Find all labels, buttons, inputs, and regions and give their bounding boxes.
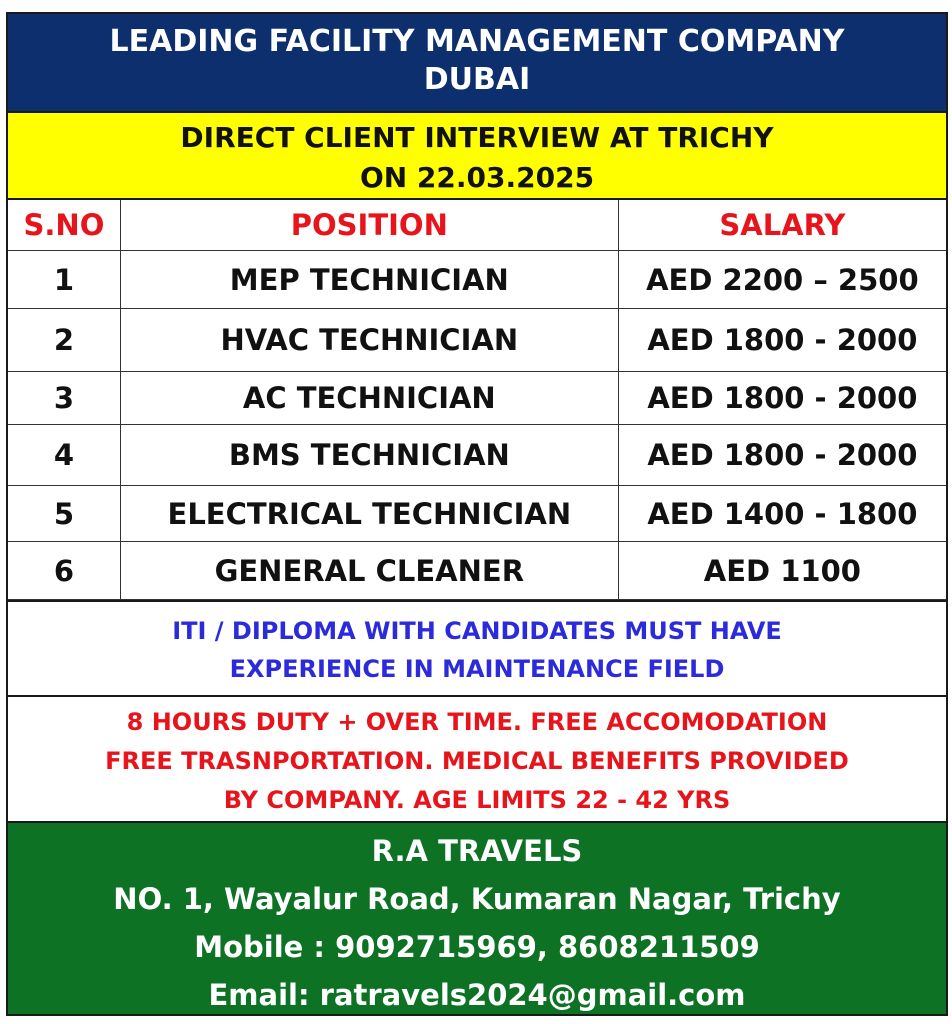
agency-name: R.A TRAVELS [371,834,583,868]
row-salary: AED 1800 - 2000 [618,372,946,425]
row-sno: 5 [8,486,120,542]
column-header-salary: SALARY [618,200,946,251]
agency-address: NO. 1, Wayalur Road, Kumaran Nagar, Trichy [113,882,841,916]
table-row [8,542,946,600]
row-salary: AED 1800 - 2000 [618,309,946,372]
column-header-sno: S.NO [8,200,120,251]
row-position: ELECTRICAL TECHNICIAN [120,486,618,542]
benefits-line-3: BY COMPANY. AGE LIMITS 22 - 42 YRS [223,786,731,814]
row-salary: AED 1800 - 2000 [618,425,946,486]
requirements-line-2: EXPERIENCE IN MAINTENANCE FIELD [229,655,725,683]
interview-banner [8,111,946,200]
table-row [8,309,946,372]
company-title: LEADING FACILITY MANAGEMENT COMPANY [109,24,845,59]
job-advertisement [6,12,948,1016]
row-position: BMS TECHNICIAN [120,425,618,486]
table-row [8,486,946,542]
row-sno: 2 [8,309,120,372]
row-sno: 3 [8,372,120,425]
positions-table [8,200,946,600]
row-salary: AED 2200 – 2500 [618,251,946,309]
contact-section [8,821,946,1014]
row-sno: 4 [8,425,120,486]
requirements-line-1: ITI / DIPLOMA WITH CANDIDATES MUST HAVE [172,617,782,645]
row-position: GENERAL CLEANER [120,542,618,600]
row-sno: 1 [8,251,120,309]
interview-title: DIRECT CLIENT INTERVIEW AT TRICHY [180,121,774,154]
company-header [8,14,946,111]
agency-email: Email: ratravels2024@gmail.com [208,978,746,1012]
row-sno: 6 [8,542,120,600]
table-row [8,425,946,486]
table-header-row [8,200,946,251]
row-salary: AED 1100 [618,542,946,600]
agency-mobile: Mobile : 9092715969, 8608211509 [194,930,760,964]
table-row [8,372,946,425]
table-row [8,251,946,309]
interview-date: ON 22.03.2025 [359,161,595,194]
row-salary: AED 1400 - 1800 [618,486,946,542]
row-position: HVAC TECHNICIAN [120,309,618,372]
column-header-position: POSITION [120,200,618,251]
qualification-requirements [8,600,946,695]
row-position: MEP TECHNICIAN [120,251,618,309]
benefits-line-1: 8 HOURS DUTY + OVER TIME. FREE ACCOMODATION [126,708,828,736]
benefits-section [8,695,946,821]
row-position: AC TECHNICIAN [120,372,618,425]
company-location: DUBAI [423,62,531,97]
benefits-line-2: FREE TRASNPORTATION. MEDICAL BENEFITS PROVIDED [105,747,849,775]
